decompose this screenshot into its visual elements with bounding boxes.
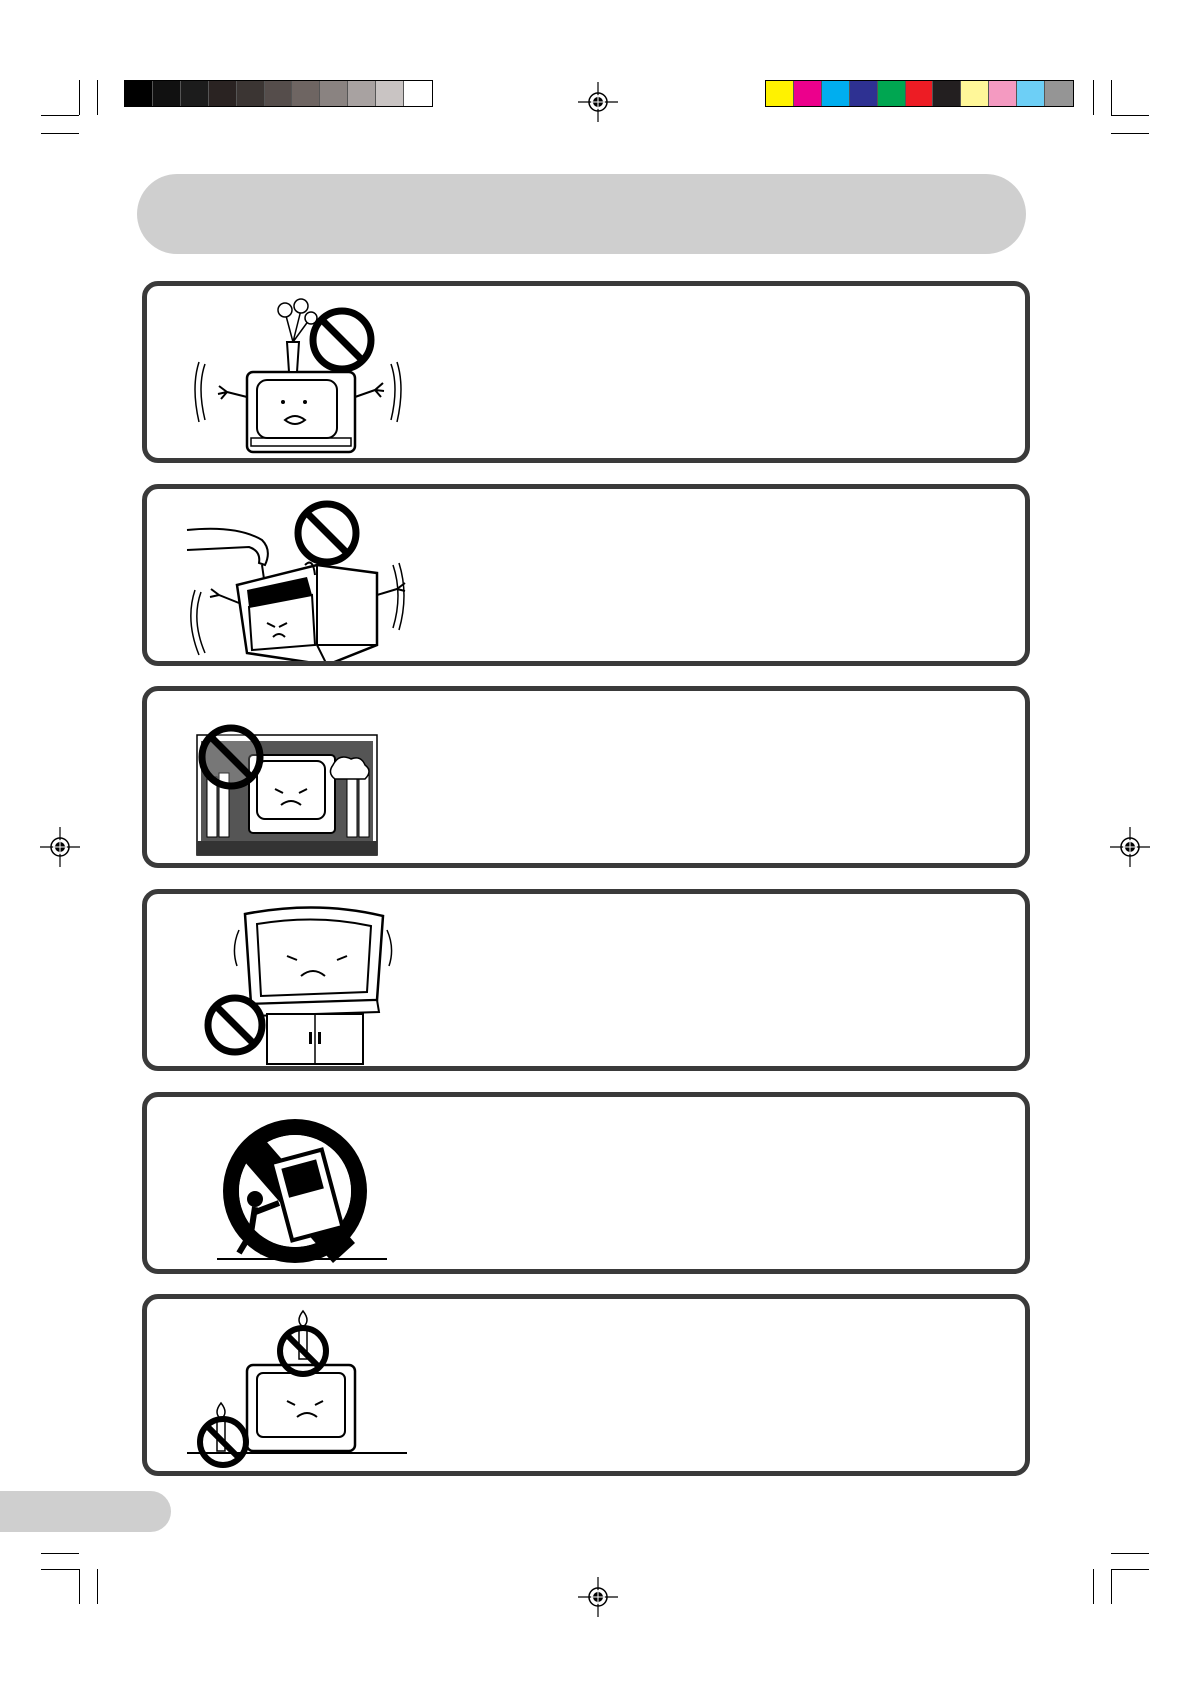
color-swatch (878, 81, 906, 106)
cart-tip-over-warning-icon (177, 1103, 427, 1269)
crop-mark (1093, 1569, 1094, 1604)
color-swatch (265, 81, 293, 106)
color-swatch (822, 81, 850, 106)
color-swatch (850, 81, 878, 106)
warning-panel-2 (142, 484, 1030, 666)
warning-panel-5 (142, 1092, 1030, 1274)
color-swatch (794, 81, 822, 106)
color-swatch (933, 81, 961, 106)
crop-mark (41, 133, 79, 134)
warning-panel-6 (142, 1294, 1030, 1476)
color-swatch (292, 81, 320, 106)
color-swatch (404, 81, 432, 106)
color-swatch (209, 81, 237, 106)
grayscale-calibration-bar (124, 80, 433, 107)
color-swatch (348, 81, 376, 106)
color-swatch (961, 81, 989, 106)
color-swatch (237, 81, 265, 106)
crop-mark (97, 80, 98, 115)
color-swatch (1045, 81, 1073, 106)
candle-flame-prohibited-icon (177, 1305, 427, 1471)
warning-panel-4 (142, 889, 1030, 1071)
registration-mark-icon (40, 827, 80, 867)
page-title (137, 174, 1026, 254)
hand-on-tv-vent-prohibited-icon (177, 495, 427, 661)
color-swatch (906, 81, 934, 106)
color-swatch (376, 81, 404, 106)
unstable-stand-prohibited-icon (177, 900, 427, 1066)
crop-mark (1111, 1569, 1149, 1570)
section-title-band (137, 174, 1026, 254)
color-swatch (125, 81, 153, 106)
crop-mark (79, 80, 80, 115)
registration-mark-icon (1110, 827, 1150, 867)
page-number-tab (0, 1491, 171, 1532)
crop-mark (1111, 115, 1149, 116)
color-swatch (153, 81, 181, 106)
color-swatch (1017, 81, 1045, 106)
warning-panel-1 (142, 281, 1030, 463)
crop-mark (41, 1569, 79, 1570)
registration-mark-icon (578, 82, 618, 122)
crop-mark (41, 115, 79, 116)
color-swatch (989, 81, 1017, 106)
crop-mark (97, 1569, 98, 1604)
crop-mark (1093, 80, 1094, 115)
color-calibration-bar (765, 80, 1074, 107)
color-swatch (766, 81, 794, 106)
crop-mark (1111, 80, 1112, 115)
crop-mark (41, 1553, 79, 1554)
crop-mark (1111, 133, 1149, 134)
crop-mark (79, 1569, 80, 1604)
registration-mark-icon (578, 1577, 618, 1617)
vase-on-tv-prohibited-icon (177, 292, 427, 458)
enclosed-space-prohibited-icon (177, 697, 427, 863)
crop-mark (1111, 1553, 1149, 1554)
color-swatch (320, 81, 348, 106)
color-swatch (181, 81, 209, 106)
warning-panel-3 (142, 686, 1030, 868)
crop-mark (1111, 1569, 1112, 1604)
